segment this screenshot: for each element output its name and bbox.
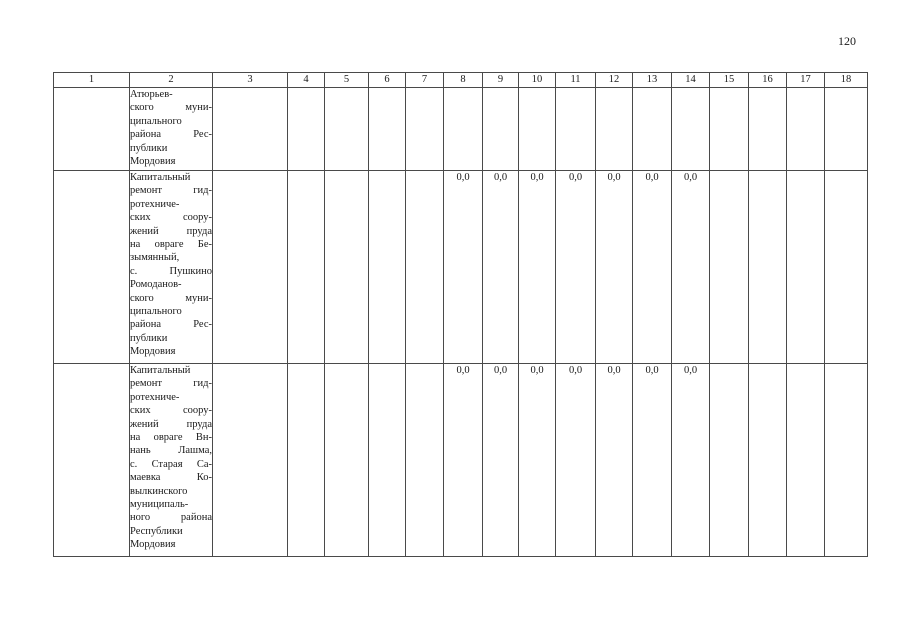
cell-col-12: 0,0 [596,171,633,364]
table-row [54,88,868,171]
description-line: района Рес- [130,319,212,331]
cell-col-9: 0,0 [483,364,519,557]
description-line: ского муни- [130,292,212,304]
description-cell [130,88,213,171]
cell-col-7 [406,364,444,557]
cell-col-9 [483,88,519,171]
cell-col-10 [519,88,556,171]
column-header-11: 11 [556,73,596,88]
cell-col-15 [710,364,749,557]
description-cell [130,171,213,364]
description-line: ского муни- [130,102,212,114]
cell-col-10: 0,0 [519,364,556,557]
cell-col-13: 0,0 [633,364,672,557]
description-cell [130,364,213,557]
description-line: ципального [130,115,182,127]
description-line: ских соору- [130,405,212,417]
description-line: ципального [130,306,182,318]
description-line: ских соору- [130,212,212,224]
description-line: вылкинского [130,485,188,497]
description-line: ного района [130,512,212,524]
description-line: Атюрьев- [130,89,173,100]
description-line: района Рес- [130,129,212,141]
cell-col-5 [325,171,369,364]
description-line: на овраге Бе- [130,239,212,251]
description-line: ремонт гид- [130,185,212,197]
column-header-6: 6 [369,73,406,88]
cell-col-9: 0,0 [483,171,519,364]
cell-col-17 [787,88,825,171]
data-table [53,72,868,557]
cell-col-1 [54,88,130,171]
description-line: на овраге Вн- [130,432,212,444]
column-header-15: 15 [710,73,749,88]
cell-col-14: 0,0 [672,364,710,557]
cell-col-6 [369,171,406,364]
column-header-10: 10 [519,73,556,88]
table-row [54,364,868,557]
cell-col-15 [710,171,749,364]
table-body [54,88,868,557]
cell-col-7 [406,171,444,364]
cell-col-18 [825,171,868,364]
description-line: Мордовия [130,156,176,168]
cell-col-18 [825,88,868,171]
cell-col-1 [54,171,130,364]
cell-col-13: 0,0 [633,171,672,364]
cell-col-3 [213,364,288,557]
column-header-12: 12 [596,73,633,88]
cell-col-4 [288,364,325,557]
table-row [54,171,868,364]
cell-col-3 [213,88,288,171]
description-line: Мордовия [130,539,176,551]
header-row [54,73,868,88]
column-header-2: 2 [130,73,213,88]
column-header-1: 1 [54,73,130,88]
cell-col-14 [672,88,710,171]
column-header-17: 17 [787,73,825,88]
cell-col-16 [749,88,787,171]
description-line: публики [130,142,168,154]
column-header-8: 8 [444,73,483,88]
description-line: с. Пушкино [130,265,212,277]
cell-col-6 [369,88,406,171]
column-header-5: 5 [325,73,369,88]
cell-col-8: 0,0 [444,171,483,364]
description-line: Ромоданов- [130,279,182,291]
cell-col-17 [787,171,825,364]
column-header-13: 13 [633,73,672,88]
description-line: Капитальный [130,365,191,376]
cell-col-6 [369,364,406,557]
cell-col-1 [54,364,130,557]
cell-col-5 [325,88,369,171]
cell-col-17 [787,364,825,557]
cell-col-4 [288,88,325,171]
cell-col-16 [749,171,787,364]
column-header-4: 4 [288,73,325,88]
cell-col-3 [213,171,288,364]
description-line: с. Старая Са- [130,458,212,470]
description-line: маевка Ко- [130,472,212,484]
cell-col-10: 0,0 [519,171,556,364]
cell-col-18 [825,364,868,557]
description-line: нань Лашма, [130,445,212,457]
cell-col-11: 0,0 [556,364,596,557]
cell-col-16 [749,364,787,557]
cell-col-12: 0,0 [596,364,633,557]
cell-col-14: 0,0 [672,171,710,364]
column-header-9: 9 [483,73,519,88]
column-header-3: 3 [213,73,288,88]
description-line: Мордовия [130,346,176,358]
cell-col-5 [325,364,369,557]
description-line: ремонт гид- [130,378,212,390]
description-line: публики [130,332,168,344]
cell-col-11: 0,0 [556,171,596,364]
description-line: зымянный, [130,252,180,264]
cell-col-4 [288,171,325,364]
description-line: жений пруда [130,225,212,237]
description-line: ротехниче- [130,391,180,403]
cell-col-11 [556,88,596,171]
page-number: 120 [838,34,856,48]
cell-col-8: 0,0 [444,364,483,557]
description-line: Капитальный [130,172,191,183]
column-header-14: 14 [672,73,710,88]
cell-col-12 [596,88,633,171]
column-header-18: 18 [825,73,868,88]
cell-col-15 [710,88,749,171]
description-line: муниципаль- [130,499,189,511]
column-header-7: 7 [406,73,444,88]
column-header-16: 16 [749,73,787,88]
cell-col-7 [406,88,444,171]
description-line: ротехниче- [130,198,180,210]
cell-col-13 [633,88,672,171]
description-line: Республики [130,525,183,537]
cell-col-8 [444,88,483,171]
description-line: жений пруда [130,418,212,430]
